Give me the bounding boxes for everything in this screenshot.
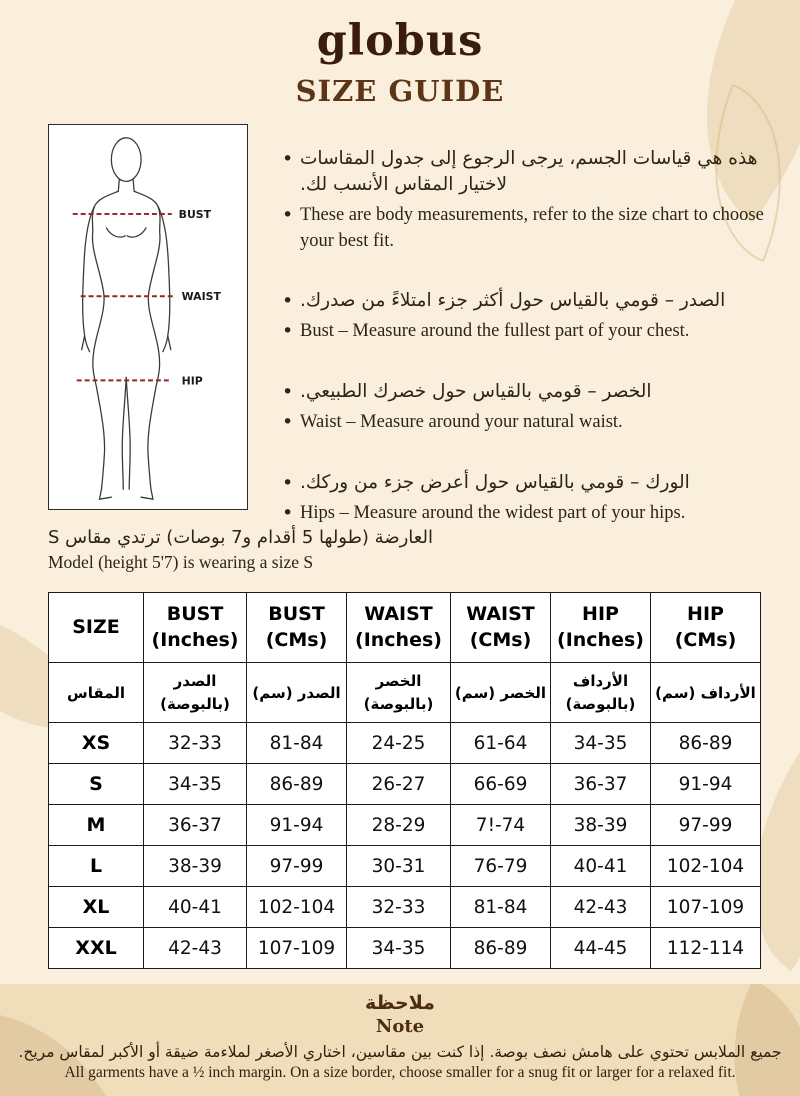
column-header-hip-cm: HIP (CMs) — [651, 593, 761, 663]
instruction-text-en: These are body measurements, refer to the size chart to choose your best fit. — [300, 204, 764, 251]
instruction-text-ar: الصدر – قومي بالقياس حول أكثر جزء امتلاءً من صدرك. — [300, 290, 726, 312]
cell: 24-25 — [347, 723, 451, 764]
bullet-icon: • — [282, 381, 294, 403]
cell: 102-104 — [247, 887, 347, 928]
size-chart-table — [48, 592, 761, 969]
cell: 42-43 — [551, 887, 651, 928]
size-value: XS — [49, 723, 144, 764]
table-header-row-ar — [49, 663, 761, 723]
cell: 91-94 — [247, 805, 347, 846]
waist-label: WAIST — [181, 290, 221, 304]
cell: 86-89 — [247, 764, 347, 805]
cell: 26-27 — [347, 764, 451, 805]
instruction-group-hip — [282, 470, 764, 527]
cell: 38-39 — [551, 805, 651, 846]
cell: 42-43 — [144, 928, 247, 969]
instruction-text-ar: هذه هي قياسات الجسم، يرجى الرجوع إلى جدول المقاسات لاختيار المقاس الأنسب لك. — [300, 148, 758, 196]
column-header-size: SIZE — [49, 593, 144, 663]
column-header-bust-in: BUST (Inches) — [144, 593, 247, 663]
bullet-icon: • — [282, 290, 294, 313]
column-header-size-ar: المقاس — [49, 663, 144, 723]
column-header-hip-cm-ar: الأرداف (سم) — [651, 663, 761, 723]
size-value: M — [49, 805, 144, 846]
body-figure-illustration — [49, 125, 247, 509]
cell: 7!-74 — [451, 805, 551, 846]
size-value: XL — [49, 887, 144, 928]
table-row — [49, 764, 761, 805]
bullet-icon: • — [282, 320, 294, 343]
column-header-waist-cm-ar: الخصر (سم) — [451, 663, 551, 723]
instruction-text-en: Waist – Measure around your natural waist. — [300, 411, 623, 432]
bullet-icon: • — [282, 410, 294, 433]
brand-logo: globus — [316, 16, 484, 66]
cell: 38-39 — [144, 846, 247, 887]
bullet-icon: • — [282, 501, 294, 524]
bullet-icon: • — [282, 471, 294, 494]
cell: 61-64 — [451, 723, 551, 764]
cell: 32-33 — [347, 887, 451, 928]
cell: 76-79 — [451, 846, 551, 887]
cell: 107-109 — [247, 928, 347, 969]
table-row — [49, 928, 761, 969]
column-header-hip-in-ar: الأرداف (بالبوصة) — [551, 663, 651, 723]
cell: 40-41 — [551, 846, 651, 887]
cell: 91-94 — [651, 764, 761, 805]
cell: 36-37 — [551, 764, 651, 805]
size-value: XXL — [49, 928, 144, 969]
cell: 86-89 — [451, 928, 551, 969]
size-value: L — [49, 846, 144, 887]
table-row — [49, 723, 761, 764]
cell: 40-41 — [144, 887, 247, 928]
note-title-en: Note — [375, 1016, 425, 1037]
table-row — [49, 846, 761, 887]
cell: 97-99 — [651, 805, 761, 846]
cell: 81-84 — [247, 723, 347, 764]
note-section — [0, 984, 800, 1096]
instruction-text-en: Hips – Measure around the widest part of your hips. — [300, 502, 686, 523]
note-title-ar: ملاحظة — [365, 992, 435, 1014]
cell: 81-84 — [451, 887, 551, 928]
column-header-waist-in-ar: الخصر (بالبوصة) — [347, 663, 451, 723]
instruction-text-ar: الورك – قومي بالقياس حول أعرض جزء من وركك. — [300, 471, 690, 493]
bullet-icon: • — [282, 148, 294, 170]
cell: 36-37 — [144, 805, 247, 846]
body-figure-panel — [48, 124, 248, 510]
model-note — [48, 527, 488, 573]
column-header-waist-in: WAIST (Inches) — [347, 593, 451, 663]
instruction-group-waist — [282, 379, 764, 436]
cell: 32-33 — [144, 723, 247, 764]
cell: 107-109 — [651, 887, 761, 928]
table-row — [49, 887, 761, 928]
cell: 28-29 — [347, 805, 451, 846]
cell: 86-89 — [651, 723, 761, 764]
page-title: SIZE GUIDE — [295, 74, 505, 108]
table-header-row-en — [49, 593, 761, 663]
cell: 30-31 — [347, 846, 451, 887]
cell: 102-104 — [651, 846, 761, 887]
cell: 66-69 — [451, 764, 551, 805]
note-body-ar: جميع الملابس تحتوي على هامش نصف بوصة. إذا كنت بين مقاسين، اختاري الأصغر لملاءمة ضيقة أو الأكبر لمقاس مريح. — [18, 1043, 782, 1061]
instruction-group-bust — [282, 288, 764, 345]
instruction-group-general — [282, 146, 764, 254]
bust-label: BUST — [178, 208, 212, 221]
model-note-ar: العارضة (طولها 5 أقدام و7 بوصات) ترتدي مقاس S — [48, 527, 433, 548]
instruction-text-ar: الخصر – قومي بالقياس حول خصرك الطبيعي. — [300, 381, 652, 402]
cell: 112-114 — [651, 928, 761, 969]
bullet-icon: • — [282, 203, 294, 226]
cell: 34-35 — [551, 723, 651, 764]
note-body-en: All garments have a ½ inch margin. On a size border, choose smaller for a snug fit or larger for a relaxed fit. — [64, 1064, 736, 1081]
column-header-bust-in-ar: الصدر (بالبوصة) — [144, 663, 247, 723]
column-header-waist-cm: WAIST (CMs) — [451, 593, 551, 663]
size-value: S — [49, 764, 144, 805]
cell: 97-99 — [247, 846, 347, 887]
model-note-en: Model (height 5'7) is wearing a size S — [48, 552, 314, 572]
column-header-bust-cm-ar: الصدر (سم) — [247, 663, 347, 723]
hip-label: HIP — [181, 374, 203, 388]
cell: 34-35 — [347, 928, 451, 969]
table-row — [49, 805, 761, 846]
measurement-instructions — [282, 146, 764, 561]
column-header-bust-cm: BUST (CMs) — [247, 593, 347, 663]
cell: 34-35 — [144, 764, 247, 805]
column-header-hip-in: HIP (Inches) — [551, 593, 651, 663]
cell: 44-45 — [551, 928, 651, 969]
instruction-text-en: Bust – Measure around the fullest part of your chest. — [300, 321, 690, 342]
